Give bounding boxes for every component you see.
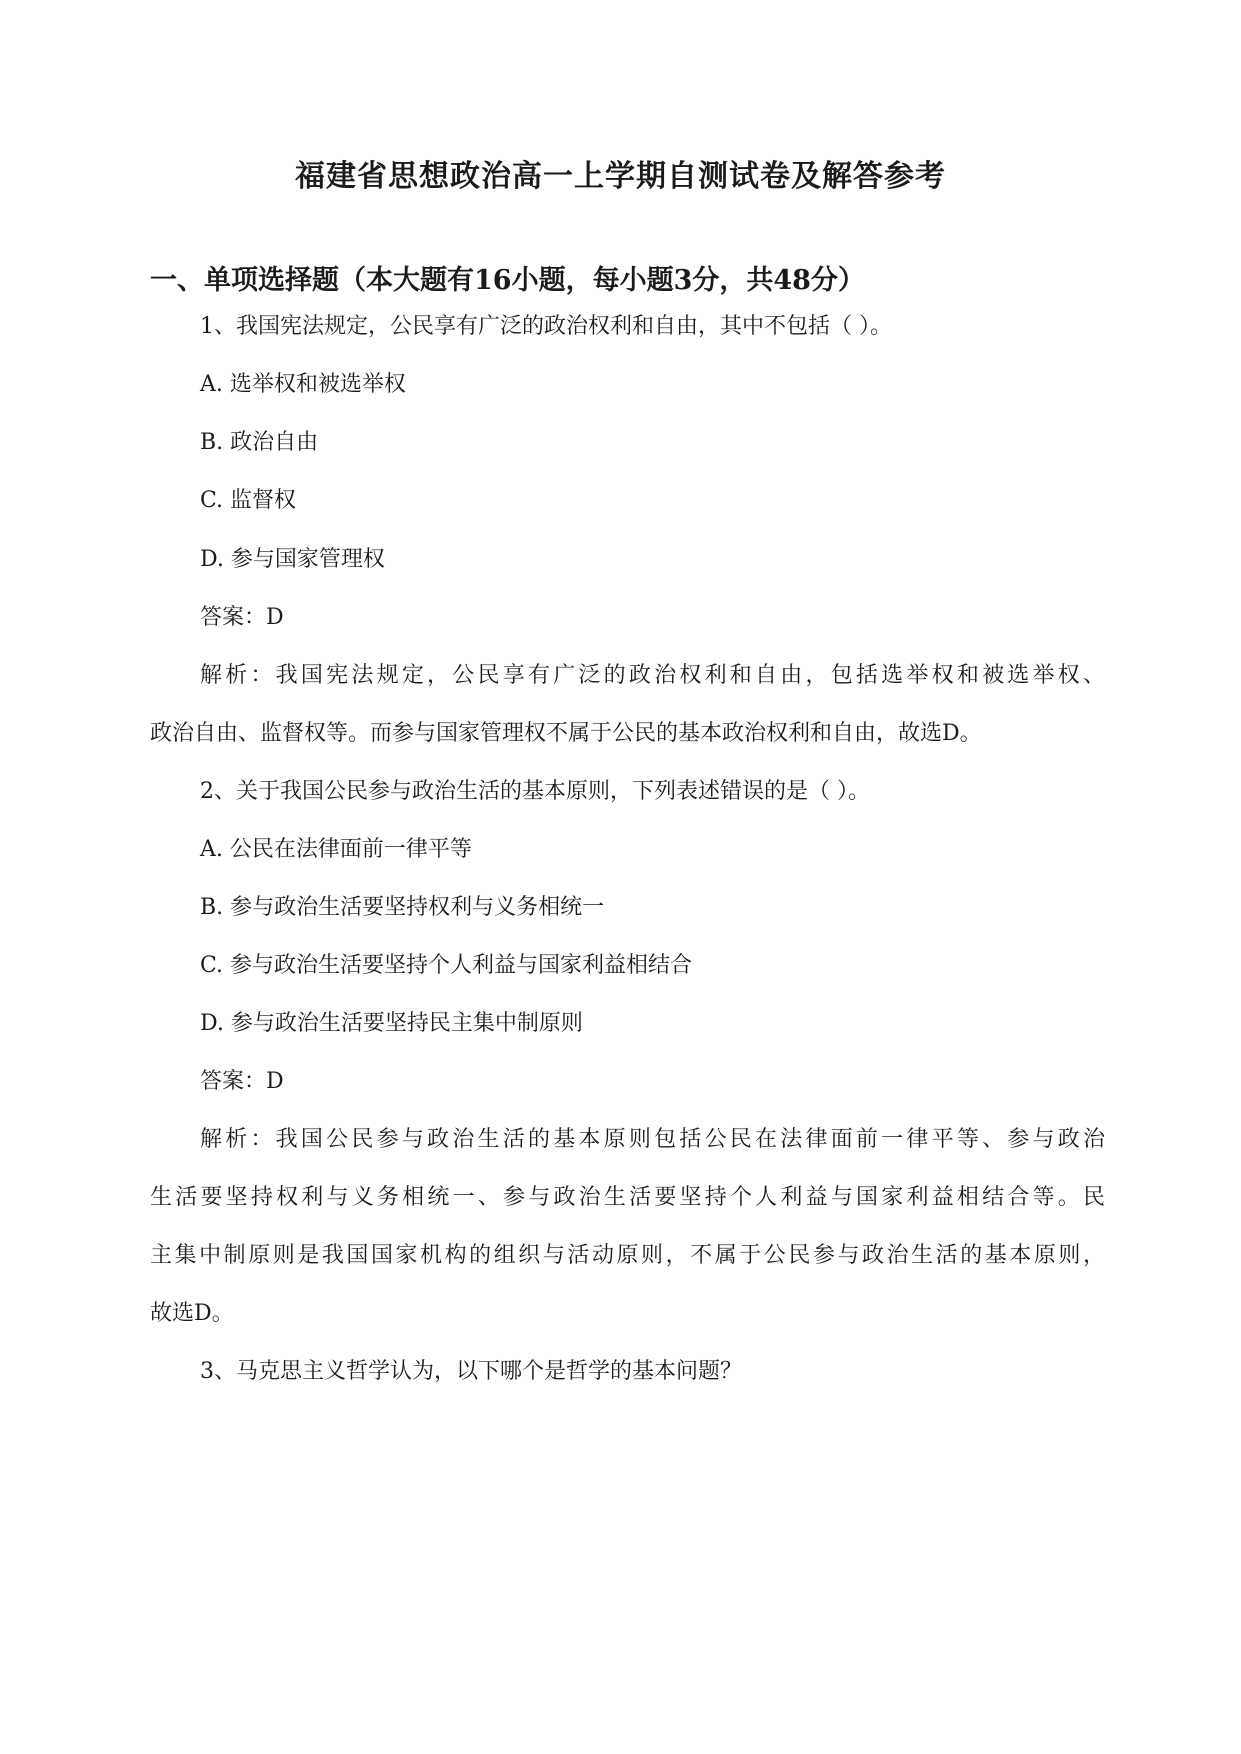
question-1-answer: 答案：D (200, 605, 284, 630)
question-1-analysis-line: 政治自由、监督权等。而参与国家管理权不属于公民的基本政治权利和自由，故选D。 (150, 721, 982, 746)
question-1-option-b: B. 政治自由 (200, 430, 319, 455)
question-2-analysis-line: 生活要坚持权利与义务相统一、参与政治生活要坚持个人利益与国家利益相结合等。民 (150, 1185, 1105, 1210)
document-title: 福建省思想政治高一上学期自测试卷及解答参考 (295, 159, 946, 194)
question-2-option-c: C. 参与政治生活要坚持个人利益与国家利益相结合 (200, 953, 693, 978)
question-1-option-c: C. 监督权 (200, 488, 297, 513)
question-1-option-a: A. 选举权和被选举权 (200, 372, 406, 397)
question-1-stem: 1、我国宪法规定，公民享有广泛的政治权利和自由，其中不包括（ ）。 (200, 314, 892, 339)
question-1-analysis-line: 解析：我国宪法规定，公民享有广泛的政治权利和自由，包括选举权和被选举权、 (200, 663, 1105, 688)
question-2-option-b: B. 参与政治生活要坚持权利与义务相统一 (200, 895, 605, 920)
question-2-analysis-line: 故选D。 (150, 1301, 234, 1326)
question-1-option-d: D. 参与国家管理权 (200, 547, 385, 572)
question-2-analysis-line: 解析：我国公民参与政治生活的基本原则包括公民在法律面前一律平等、参与政治 (200, 1127, 1105, 1152)
question-2-stem: 2、关于我国公民参与政治生活的基本原则，下列表述错误的是（ ）。 (200, 779, 870, 804)
question-3-stem: 3、马克思主义哲学认为，以下哪个是哲学的基本问题？ (200, 1359, 742, 1384)
question-2-analysis-line: 主集中制原则是我国国家机构的组织与活动原则，不属于公民参与政治生活的基本原则， (150, 1243, 1105, 1268)
question-2-option-a: A. 公民在法律面前一律平等 (200, 837, 472, 862)
question-2-answer: 答案：D (200, 1069, 284, 1094)
section-heading: 一、单项选择题（本大题有16小题，每小题3分，共48分） (150, 265, 865, 296)
question-2-option-d: D. 参与政治生活要坚持民主集中制原则 (200, 1011, 583, 1036)
